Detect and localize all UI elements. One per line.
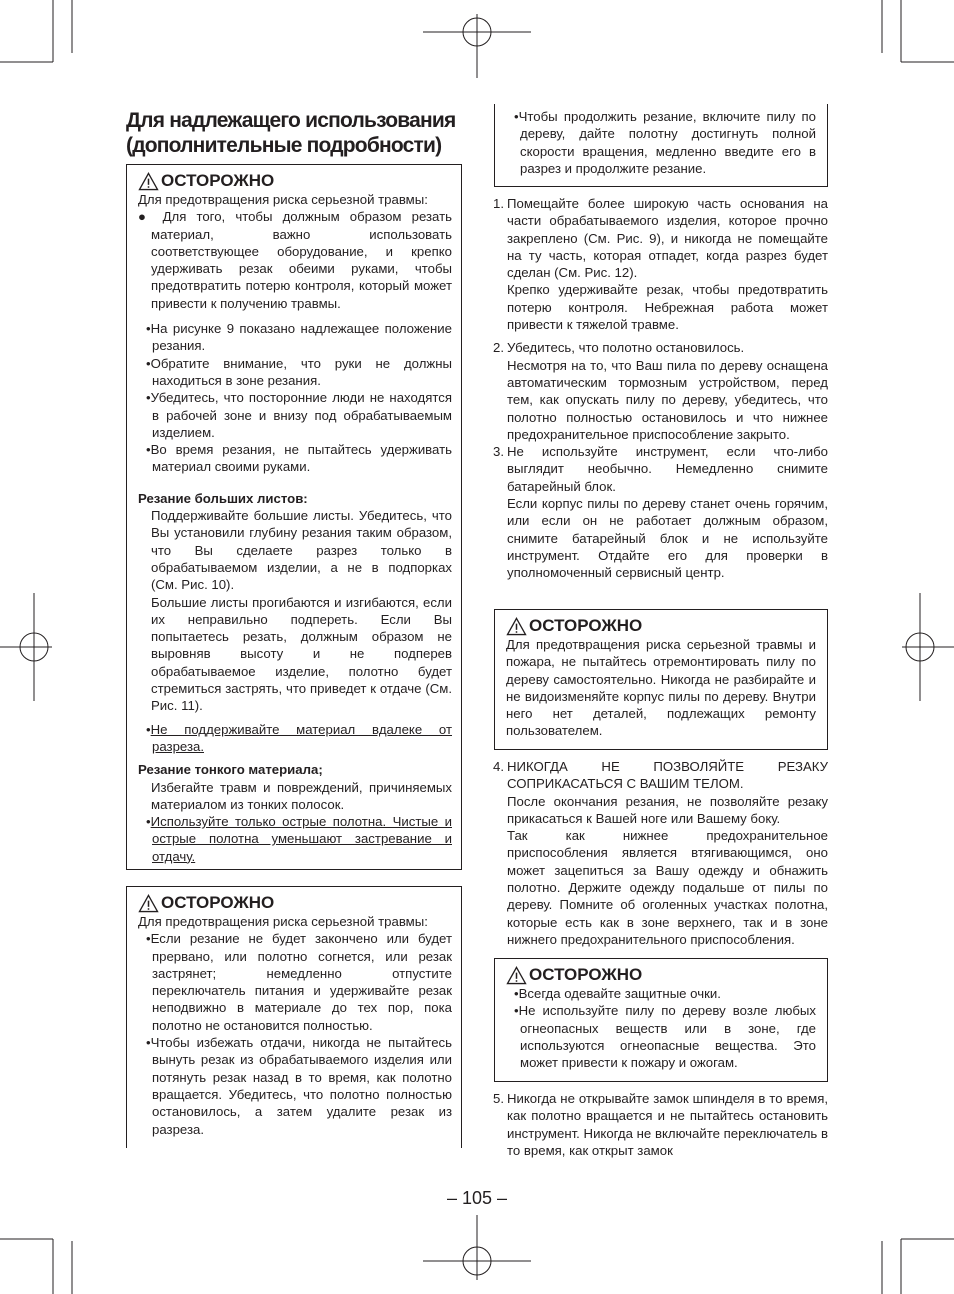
page-title: Для надлежащего использования (дополнительные подробности): [126, 109, 456, 157]
page-number: – 105 –: [446, 1188, 508, 1208]
warning-item: •Если резание не будет закончено или будет прервано, или полотно согнется, или резак застрянет; немедленно отпустите переключатель питания и удерживайте резак неподвижно в материале до тех пор, пока полотно не остановится полностью.: [146, 931, 452, 1033]
warning-heading: ОСТОРОЖНО: [138, 171, 452, 191]
warning-heading: ОСТОРОЖНО: [506, 965, 816, 985]
paragraph: Поддерживайте большие листы. Убедитесь, что Вы установили глубину резания таким образом, что Вы сделаете разрез только в обрабатываемом изделии, а не в подпорках (См. Рис. 10).: [151, 508, 452, 593]
registration-mark-right: [902, 593, 954, 701]
note-item: •Убедитесь, что посторонние люди не находятся в рабочей зоне и внизу под обрабатываемым изделием.: [146, 390, 452, 440]
registration-mark-left: [0, 593, 52, 701]
warning-item: •Чтобы продолжить резание, включите пилу по дереву, дайте полотну достигнуть полной скорости вращения, медленно введите его в разрез и продолжите резание.: [514, 109, 816, 176]
paragraph: Избегайте травм и повреждений, причиняемых материалом из тонких полосок.: [151, 779, 452, 812]
bullet-item: ● Для того, чтобы должным образом резать материал, важно использовать соответствующее оборудование, и крепко удерживать резак обеими руками, чтобы предотвратить потерю контроля, который может привести к получению травмы.: [138, 209, 452, 311]
list-item: 2. Убедитесь, что полотно остановилось. Несмотря на то, что Ваш пила по дереву оснащена автоматическим тормозным устройством, перед тем, как опускать пилу по дереву, убедитесь, что полотно полностью остановилось и что нижнее предохранительное приспособление закрыто.: [493, 340, 828, 442]
warning-box-kickback: [126, 886, 462, 1148]
subheading-thin-material: Резание тонкого материала;: [138, 762, 323, 778]
note-item: •Не поддерживайте материал вдалеке от разреза.: [146, 721, 452, 754]
registration-mark-bottom: [423, 1215, 531, 1280]
warning-heading: ОСТОРОЖНО: [506, 616, 816, 636]
note-item: •Обратите внимание, что руки не должны находиться в зоне резания.: [146, 355, 452, 388]
numbered-list: [493, 758, 828, 948]
numbered-list: [493, 195, 828, 582]
warning-triangle-icon: [506, 966, 527, 985]
list-item: 5. Никогда не открывайте замок шпинделя в то время, как полотно вращается и не пытайтесь остановить инструмент. Никогда не включайте переключатель в то время, как открыт замок: [493, 1091, 828, 1158]
paragraph: Большие листы прогибаются и изгибаются, если их неправильно подпереть. Если Вы попытаетесь резать, должным образом не выровняв высоту и не подперев обрабатываемое изделие, полотно будет стремиться застрять, что приведет к отдаче (См. Рис. 11).: [151, 594, 452, 714]
warning-triangle-icon: [138, 894, 159, 913]
list-item: 4. НИКОГДА НЕ ПОЗВОЛЯЙТЕ РЕЗАКУ СОПРИКАСАТЬСЯ С ВАШИМ ТЕЛОМ. После окончания резания, не позволяйте резаку прикасаться к Вашей ноге или Вашему боку. Так как нижнее предохранительное приспособления является втягивающимся, оно может зацепиться за Вашу одежду и обнажить полотно. Держите одежду подальше от пилы по дереву. Помните об оголенных участках полотна, которые есть как в зоне верхнего, так и в зоне нижнего предохранительного приспособления.: [493, 759, 828, 947]
bullet-icon: ●: [138, 209, 153, 225]
registration-mark-top: [423, 14, 531, 78]
warning-triangle-icon: [138, 172, 159, 191]
warning-item: •Не используйте пилу по дереву возле любых огнеопасных веществ или в зоне, где используются огнеопасные вещества. Это может привести к пожару и ожогам.: [514, 1003, 816, 1071]
warning-box-repair: [494, 609, 828, 750]
warning-triangle-icon: [506, 617, 527, 636]
list-item: 3. Не используйте инструмент, если что-либо выглядит необычно. Немедленно снимите батарейный блок. Если корпус пилы по дереву станет очень горячим, или если он не работает должным образом, снимите батарейный блок и не используйте инструмент. Отдайте его для проверки в уполномоченный сервисный центр.: [493, 444, 828, 581]
subheading-large-sheets: Резание больших листов:: [138, 490, 308, 506]
note-item: •Во время резания, не пытайтесь удерживать материал своими руками.: [146, 442, 452, 475]
note-item: •Используйте только острые полотна. Чистые и острые полотна уменьшают застревание и отдачу.: [146, 814, 452, 864]
warning-heading: ОСТОРОЖНО: [138, 893, 452, 913]
warning-text: Для предотвращения риска серьезной травмы и пожара, не пытайтесь отремонтировать пилу по дереву самостоятельно. Никогда не разбирайте и не видоизменяйте корпус пилы по дереву. Внутри него нет деталей, подлежащих ремонту пользователем.: [506, 637, 816, 739]
list-item: 1. Помещайте более широкую часть основания на части обрабатываемого изделия, которое прочно закреплено (См. Рис. 9), и никогда не помещайте на ту часть, которая отпадет, когда разрез будет сделан (См. Рис. 12). Крепко удерживайте резак, чтобы предотвратить потерю контроля. Небрежная работа может привести к тяжелой травме.: [493, 196, 828, 333]
warning-box-cutting: [126, 164, 462, 870]
warning-lead: Для предотвращения риска серьезной травмы:: [138, 192, 428, 207]
warning-lead: Для предотвращения риска серьезной травмы:: [138, 914, 428, 929]
continued-warning-box: [494, 104, 828, 187]
note-item: •На рисунке 9 показано надлежащее положение резания.: [146, 321, 452, 354]
warning-box-safety: [494, 958, 828, 1082]
numbered-list: [493, 1090, 828, 1159]
warning-item: •Всегда одевайте защитные очки.: [514, 986, 721, 1001]
warning-item: •Чтобы избежать отдачи, никогда не пытайтесь вынуть резак из обрабатываемого изделия или потянуть резак назад в то время, как полотно вращается. Убедитесь, что полотно полностью остановилось, а затем удалите резак из разреза.: [146, 1035, 452, 1137]
